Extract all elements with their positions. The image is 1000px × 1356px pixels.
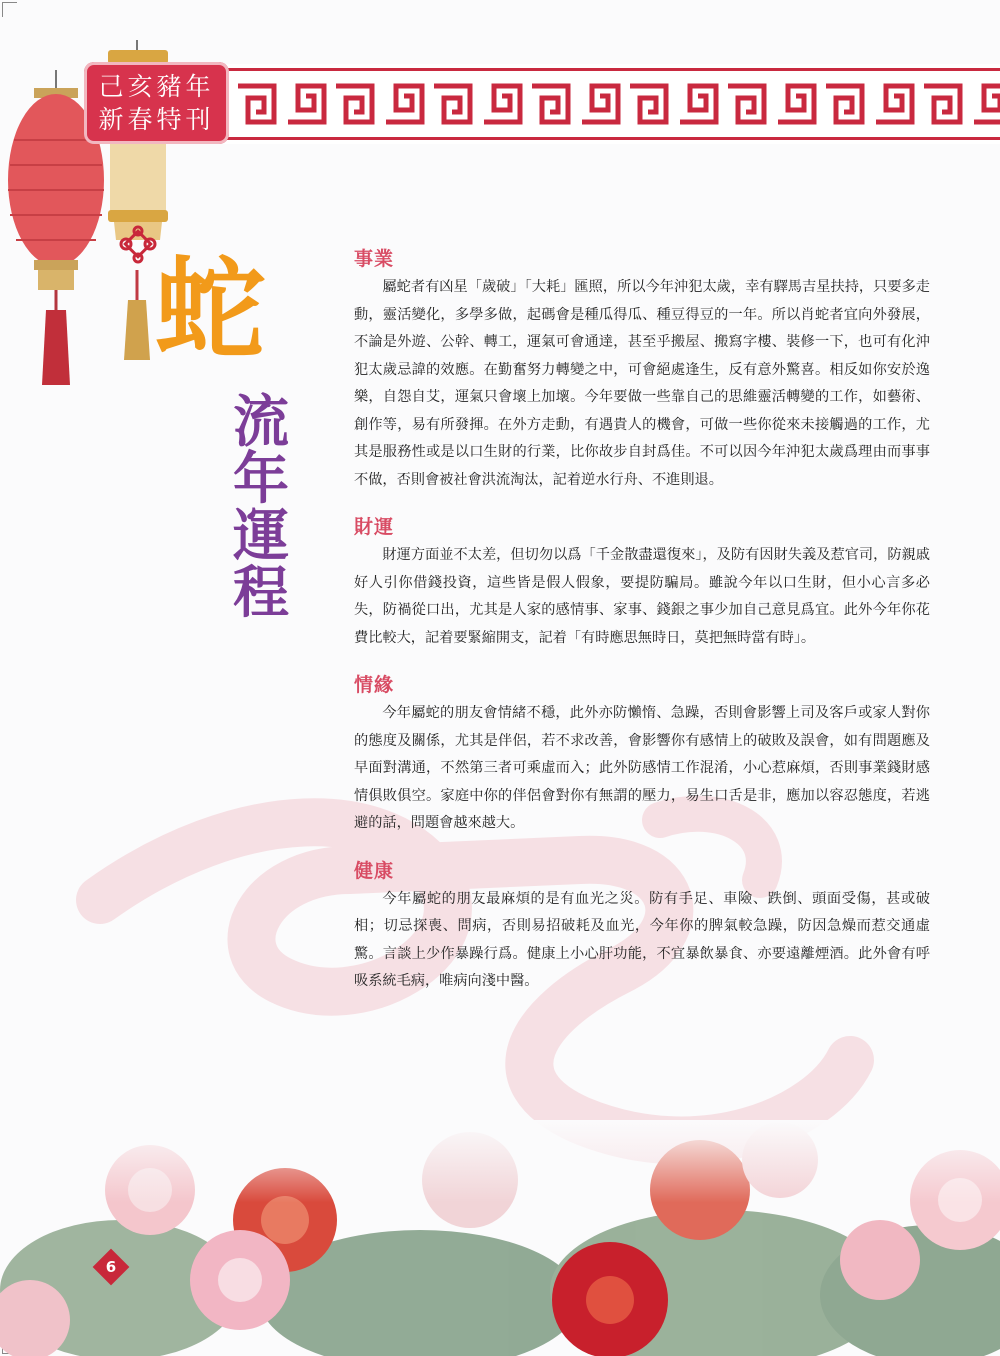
section-body: 屬蛇者有凶星「歲破」「大耗」匯照，所以今年沖犯太歲，幸有驛馬吉星扶持，只要多走動，靈活變化，多學多做，起碼會是種瓜得瓜、種豆得豆的一年。所以肖蛇者宜向外發展，不論是外遊、公幹、轉工，運氣可會通達，甚至乎搬屋、搬寫字樓、裝修一下，也可有化沖犯太歲忌諱的效應。在勤奮努力轉變之中，可會絕處逢生，反有意外驚喜。相反如你安於逸樂，自怨自艾，運氣只會壞上加壞。今年要做一些靠自己的思維靈活轉變的工作，如藝術、創作等，易有所發揮。在外方走動，有遇貴人的機會，可做一些你從來未接觸過的工作，尤其是服務性或是以口生財的行業，比你故步自封爲佳。不可以因今年沖犯太歲爲理由而事事不做，否則會被社會洪流淘汰，記着逆水行舟、不進則退。	[354, 279, 930, 488]
article-content	[354, 246, 930, 1016]
vertical-title-char: 年	[233, 446, 289, 512]
zodiac-character: 蛇	[155, 245, 265, 374]
page-number: 6	[105, 1258, 117, 1276]
section-body: 財運方面並不太差，但切勿以爲「千金散盡還復來」，及防有因財失義及惹官司，防親戚好人引你借錢投資，這些皆是假人假象，要提防騙局。雖說今年以口生財，但小心言多必失，防禍從口出，尤其是人家的感情事、家事、錢銀之事少加自己意見爲宜。此外今年你花費比較大，記着要緊縮開支，記着「有時應思無時日，莫把無時當有時」。	[354, 547, 930, 646]
vertical-title-char: 程	[233, 560, 289, 626]
badge-line-1: 己亥豬年	[98, 72, 215, 101]
section-heading: 事業	[354, 248, 395, 270]
section-heading: 情緣	[354, 674, 395, 696]
crop-mark-top-left	[2, 2, 17, 17]
vertical-title	[228, 389, 294, 626]
section-relationships	[354, 672, 930, 838]
vertical-title-char: 流	[233, 389, 289, 455]
section-career	[354, 246, 930, 494]
section-body: 今年屬蛇的朋友會情緒不穩，此外亦防懶惰、急躁，否則會影響上司及客戶或家人對你的態度及關係，尤其是伴侶，若不求改善，會影響你有感情上的破敗及誤會，如有問題應及早面對溝通，不然第三者可乘虛而入；此外防感情工作混淆，小心惹麻煩，否則事業錢財感情俱敗俱空。家庭中你的伴侶會對你有無謂的壓力，易生口舌是非，應加以容忍態度，若逃避的話，問題會越來越大。	[354, 705, 930, 831]
new-year-badge	[84, 62, 229, 144]
peony-flowers-illustration	[0, 1120, 1000, 1356]
greek-key-pattern	[232, 76, 1000, 132]
meander-border-band	[222, 64, 1000, 144]
section-heading: 健康	[354, 859, 395, 882]
section-health	[354, 858, 930, 996]
section-wealth	[354, 514, 930, 652]
badge-line-2: 新春特刊	[98, 105, 215, 134]
section-heading: 財運	[354, 516, 395, 538]
page-number-badge	[92, 1248, 130, 1286]
vertical-title-char: 運	[233, 503, 289, 569]
section-body: 今年屬蛇的朋友最麻煩的是有血光之災。防有手足、車險、跌倒、頭面受傷，甚或破相；切忌探喪、問病，否則易招破耗及血光，今年你的脾氣較急躁，防因急燥而惹交通虛驚。言談上少作暴躁行爲。健康上小心肝功能，不宜暴飲暴食、亦要遠離煙酒。此外會有呼吸系統毛病，唯病向淺中醫。	[354, 890, 930, 989]
